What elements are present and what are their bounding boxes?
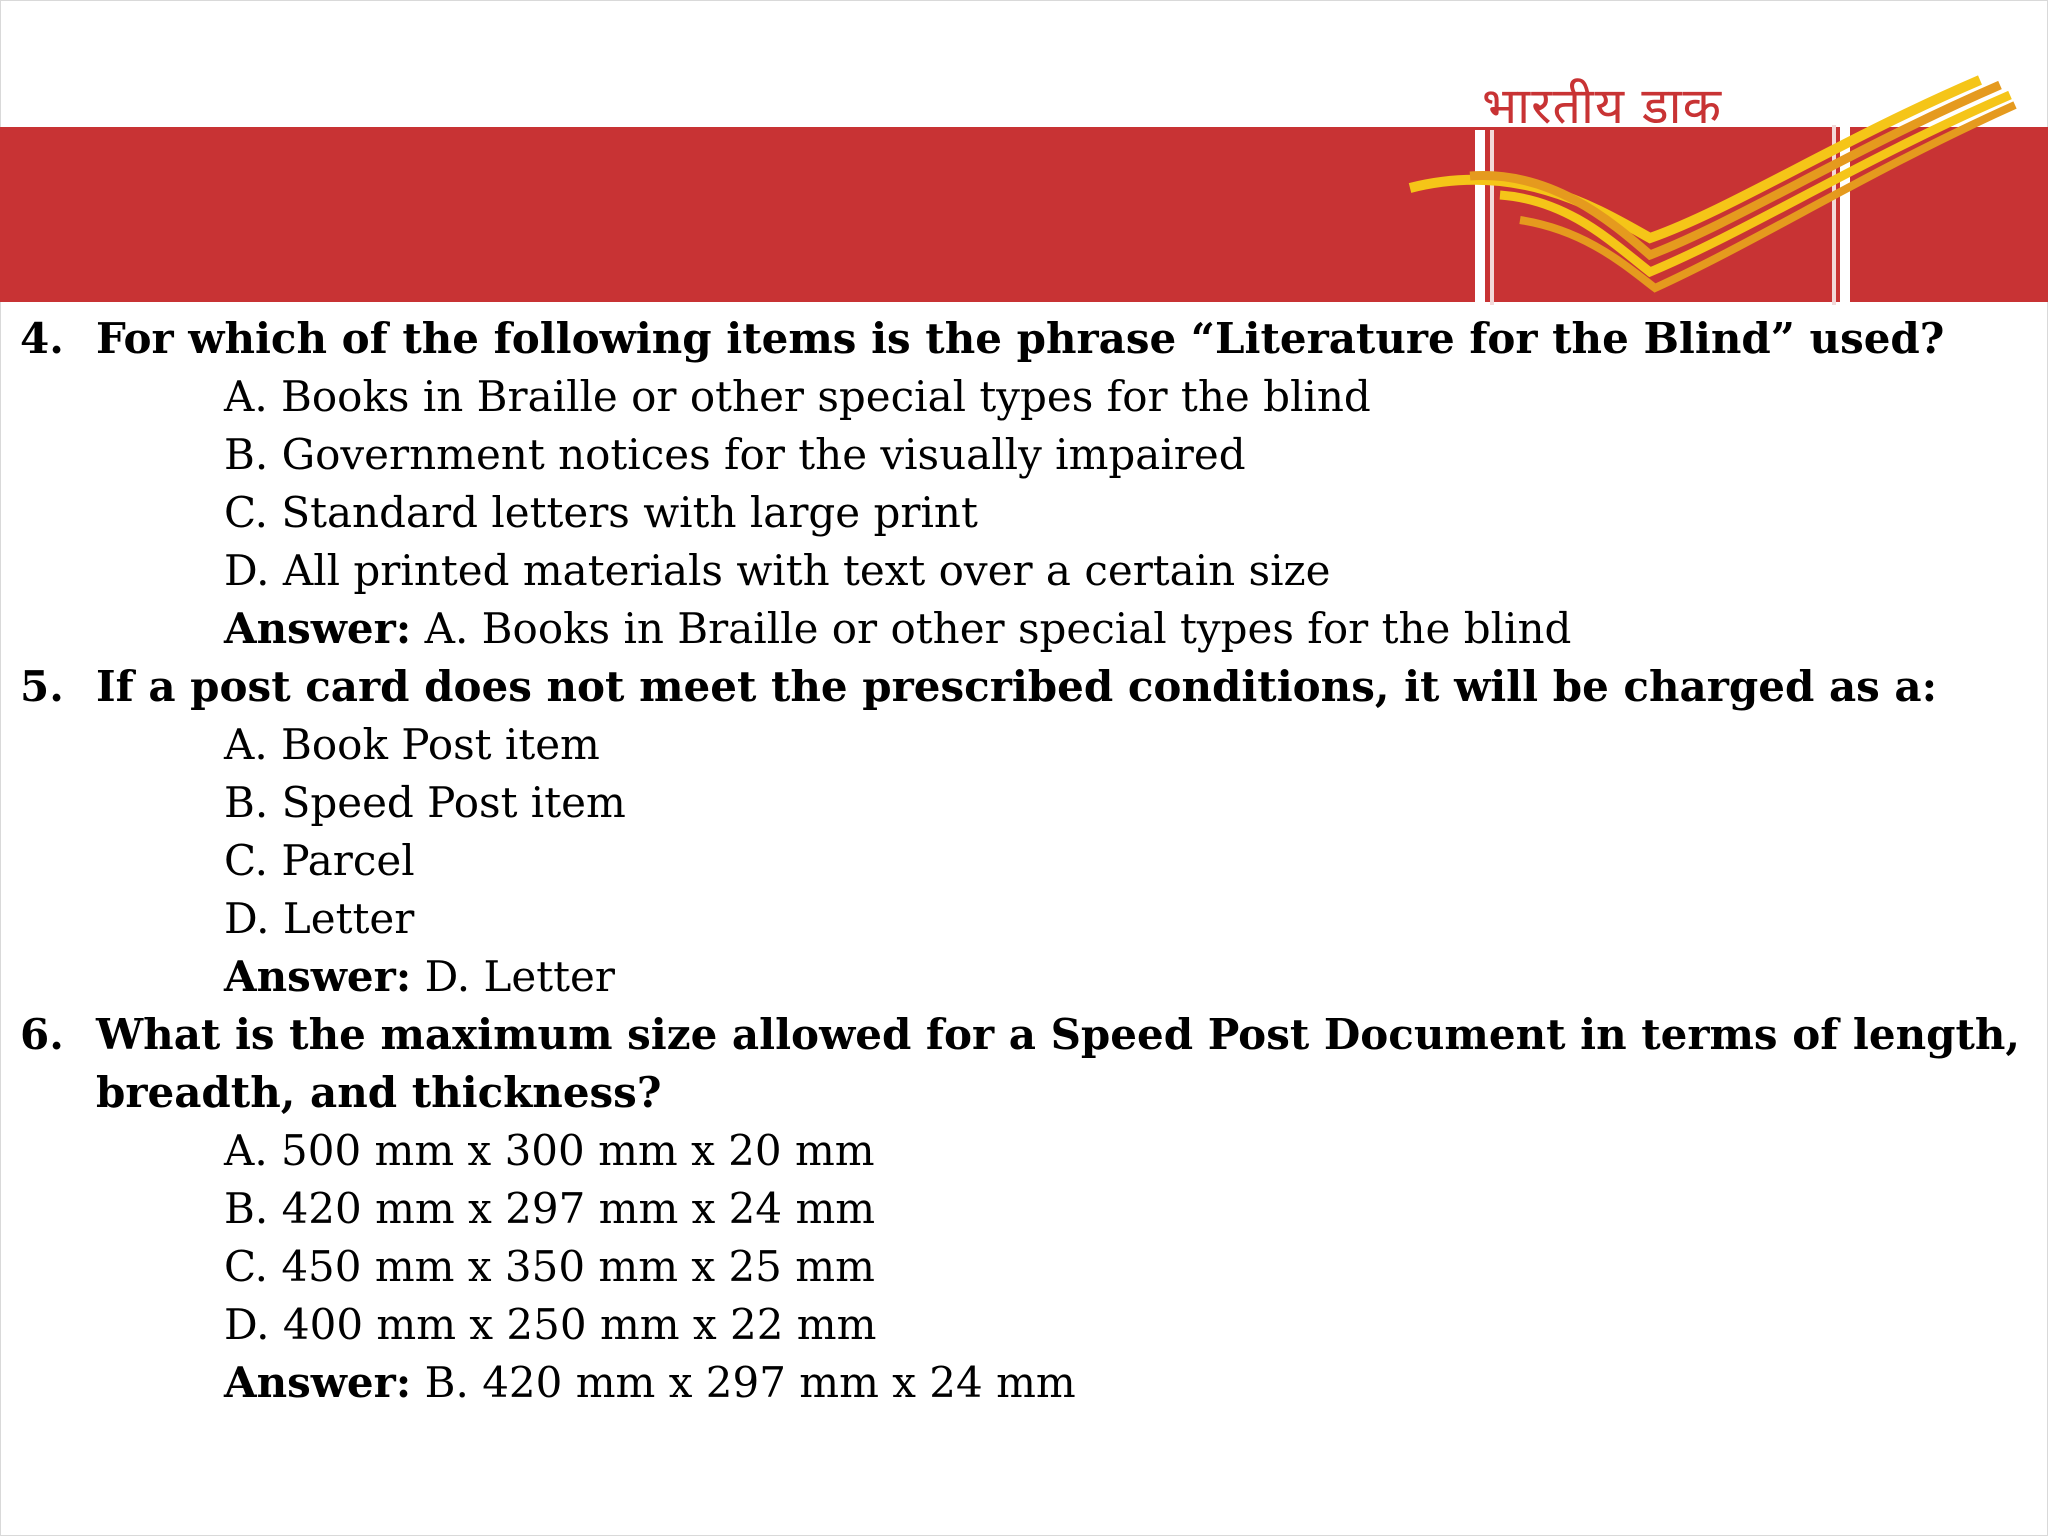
option-c: C. Parcel [224, 836, 415, 885]
option-c: C. 450 mm x 350 mm x 25 mm [224, 1242, 875, 1291]
answer-line [0, 1354, 2048, 1412]
answer-value: B. 420 mm x 297 mm x 24 mm [411, 1358, 1076, 1407]
option-d: D. All printed materials with text over a certain size [224, 546, 1331, 595]
answer-line [0, 600, 2048, 658]
option-c: C. Standard letters with large print [224, 488, 978, 537]
option-b: B. Government notices for the visually impaired [224, 430, 1246, 479]
answer-label: Answer: [224, 952, 412, 1001]
option-b: B. 420 mm x 297 mm x 24 mm [224, 1184, 876, 1233]
options-list [0, 368, 2048, 658]
question-number: 5. [20, 662, 64, 711]
options-list [0, 716, 2048, 1006]
option-b: B. Speed Post item [224, 778, 626, 827]
logo-left-post-inner [1490, 130, 1494, 305]
question-number: 6. [20, 1010, 64, 1059]
option-d: D. Letter [224, 894, 415, 943]
question-text: If a post card does not meet the prescribed conditions, it will be charged as a: [96, 662, 1938, 711]
question-number: 4. [20, 314, 64, 363]
logo-right-post [1840, 125, 1850, 305]
question-6 [0, 1006, 2048, 1122]
quiz-content [0, 310, 2048, 1412]
option-a: A. 500 mm x 300 mm x 20 mm [224, 1126, 875, 1175]
option-a: A. Books in Braille or other special types for the blind [224, 372, 1371, 421]
option-a: A. Book Post item [224, 720, 600, 769]
question-5 [0, 658, 2048, 716]
question-text: What is the maximum size allowed for a Speed Post Document in terms of length, breadth, and thickness? [96, 1010, 2021, 1117]
logo-left-post [1475, 130, 1485, 305]
options-list [0, 1122, 2048, 1412]
answer-line [0, 948, 2048, 1006]
answer-value: A. Books in Braille or other special types for the blind [411, 604, 1572, 653]
option-d: D. 400 mm x 250 mm x 22 mm [224, 1300, 877, 1349]
answer-label: Answer: [224, 604, 412, 653]
answer-label: Answer: [224, 1358, 412, 1407]
question-text: For which of the following items is the phrase “Literature for the Blind” used? [96, 314, 1945, 363]
answer-value: D. Letter [411, 952, 615, 1001]
question-4 [0, 310, 2048, 368]
logo-hindi-text: भारतीय डाक [1482, 77, 1722, 135]
